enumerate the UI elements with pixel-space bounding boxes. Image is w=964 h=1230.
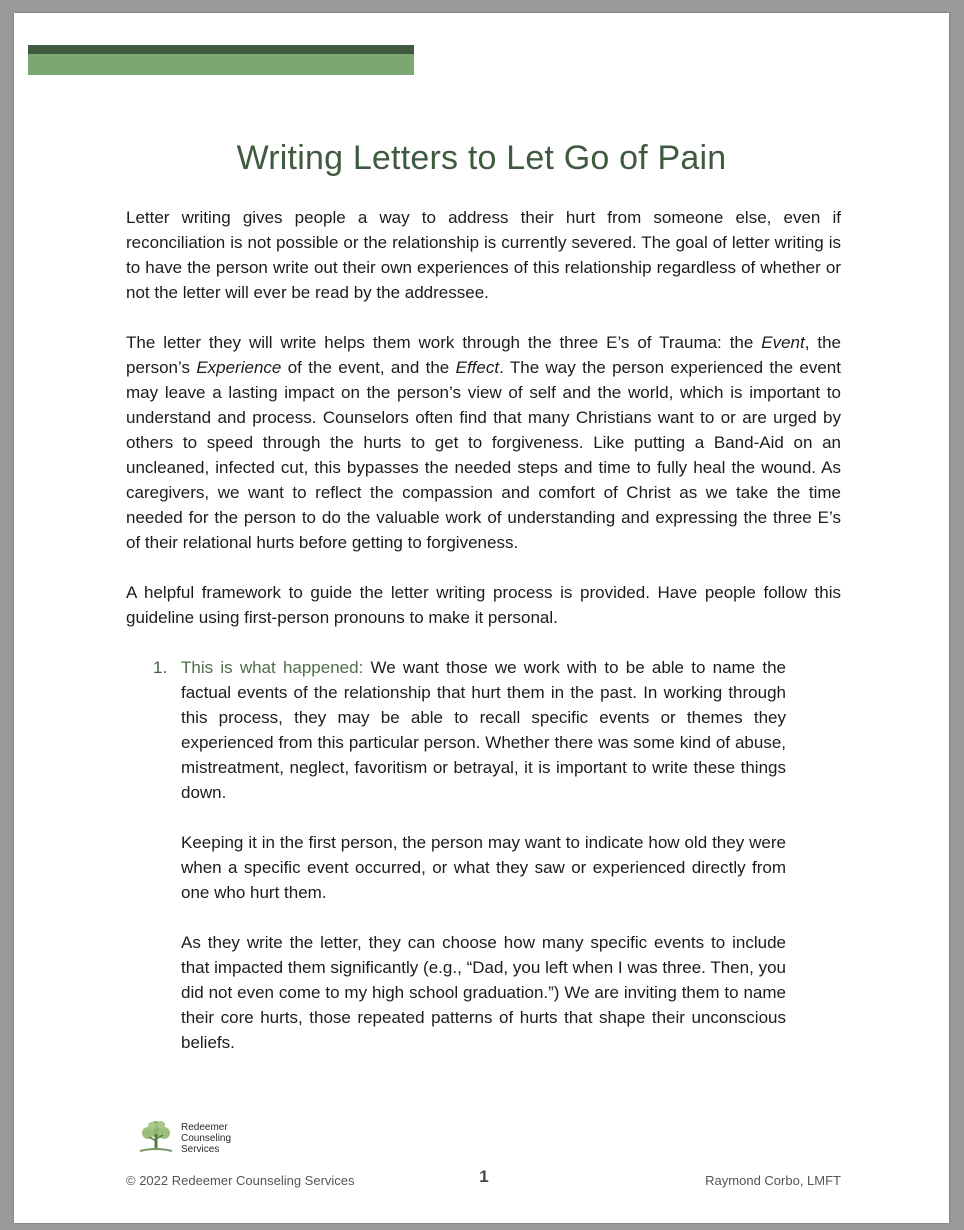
footer-author: Raymond Corbo, LMFT — [705, 1173, 841, 1188]
list-item-paragraph — [181, 655, 786, 805]
page-title: Writing Letters to Let Go of Pain — [236, 139, 727, 177]
footer-copyright: © 2022 Redeemer Counseling Services — [126, 1173, 355, 1188]
logo-line: Counseling — [181, 1133, 232, 1144]
logo-line: Services — [181, 1144, 220, 1155]
logo-text — [181, 1122, 231, 1155]
list-item-heading: This is what happened: — [181, 658, 364, 677]
text-segment: , the person’s — [126, 333, 841, 377]
list-item-text: We want those we work with to be able to name the factual events of the relationship that hurt them in the past. In working through this process, they may be able to recall specific events or themes they experienced from this particular person. Whether there was some kind of abuse, mistreatment, neglect, favoritism or betrayal, it is important to write these things down. — [181, 658, 786, 802]
header-bar-dark — [28, 45, 414, 54]
effect-term: Effect — [455, 358, 500, 377]
tree-icon — [136, 1117, 176, 1157]
list-number: 1. — [153, 658, 168, 677]
intro-paragraph: Letter writing gives people a way to address their hurt from someone else, even if reconciliation is not possible or the relationship is currently severed. The goal of letter writing is to have the person write out their own experiences of this relationship regardless of whether or not the letter will ever be read by the addressee. — [126, 208, 841, 302]
three-es-paragraph — [126, 330, 841, 555]
page-number: 1 — [479, 1167, 489, 1186]
document-page — [14, 13, 949, 1223]
text-segment: of the event, and the — [281, 358, 456, 377]
list-item — [153, 655, 786, 1055]
header-bar-light — [28, 54, 414, 75]
organization-logo — [136, 1117, 266, 1159]
guideline-list — [126, 655, 841, 1055]
text-segment: . The way the person experienced the event may leave a lasting impact on the person’s view of self and the world, which is important to understand and process. Counselors often find that many Christians want to or are urged by others to speed through the hurts to get to forgiveness. Like putting a Band-Aid on an uncleaned, infected cut, this bypasses the needed steps and time to fully heal the wound. As caregivers, we want to reflect the compassion and comfort of Christ as we take the time needed for the person to do the valuable work of understanding and expressing the three E’s of their relational hurts before getting to forgiveness. — [126, 358, 841, 552]
experience-term: Experience — [196, 358, 282, 377]
event-term: Event — [761, 333, 805, 352]
document-body — [126, 205, 841, 1080]
logo-line: Redeemer — [181, 1122, 228, 1133]
framework-paragraph: A helpful framework to guide the letter writing process is provided. Have people follow this guideline using first-person pronouns to make it personal. — [126, 583, 841, 627]
list-item-paragraph-2: Keeping it in the first person, the person may want to indicate how old they were when a specific event occurred, or what they saw or experienced directly from one who hurt them. — [181, 833, 786, 902]
list-item-paragraph-3: As they write the letter, they can choose how many specific events to include that impacted them significantly (e.g., “Dad, you left when I was three. Then, you did not even come to my high school graduation.”) We are inviting them to name their core hurts, those repeated patterns of hurts that shape their unconscious beliefs. — [181, 933, 786, 1052]
text-segment: The letter they will write helps them work through the three E’s of Trauma: the — [126, 333, 762, 352]
